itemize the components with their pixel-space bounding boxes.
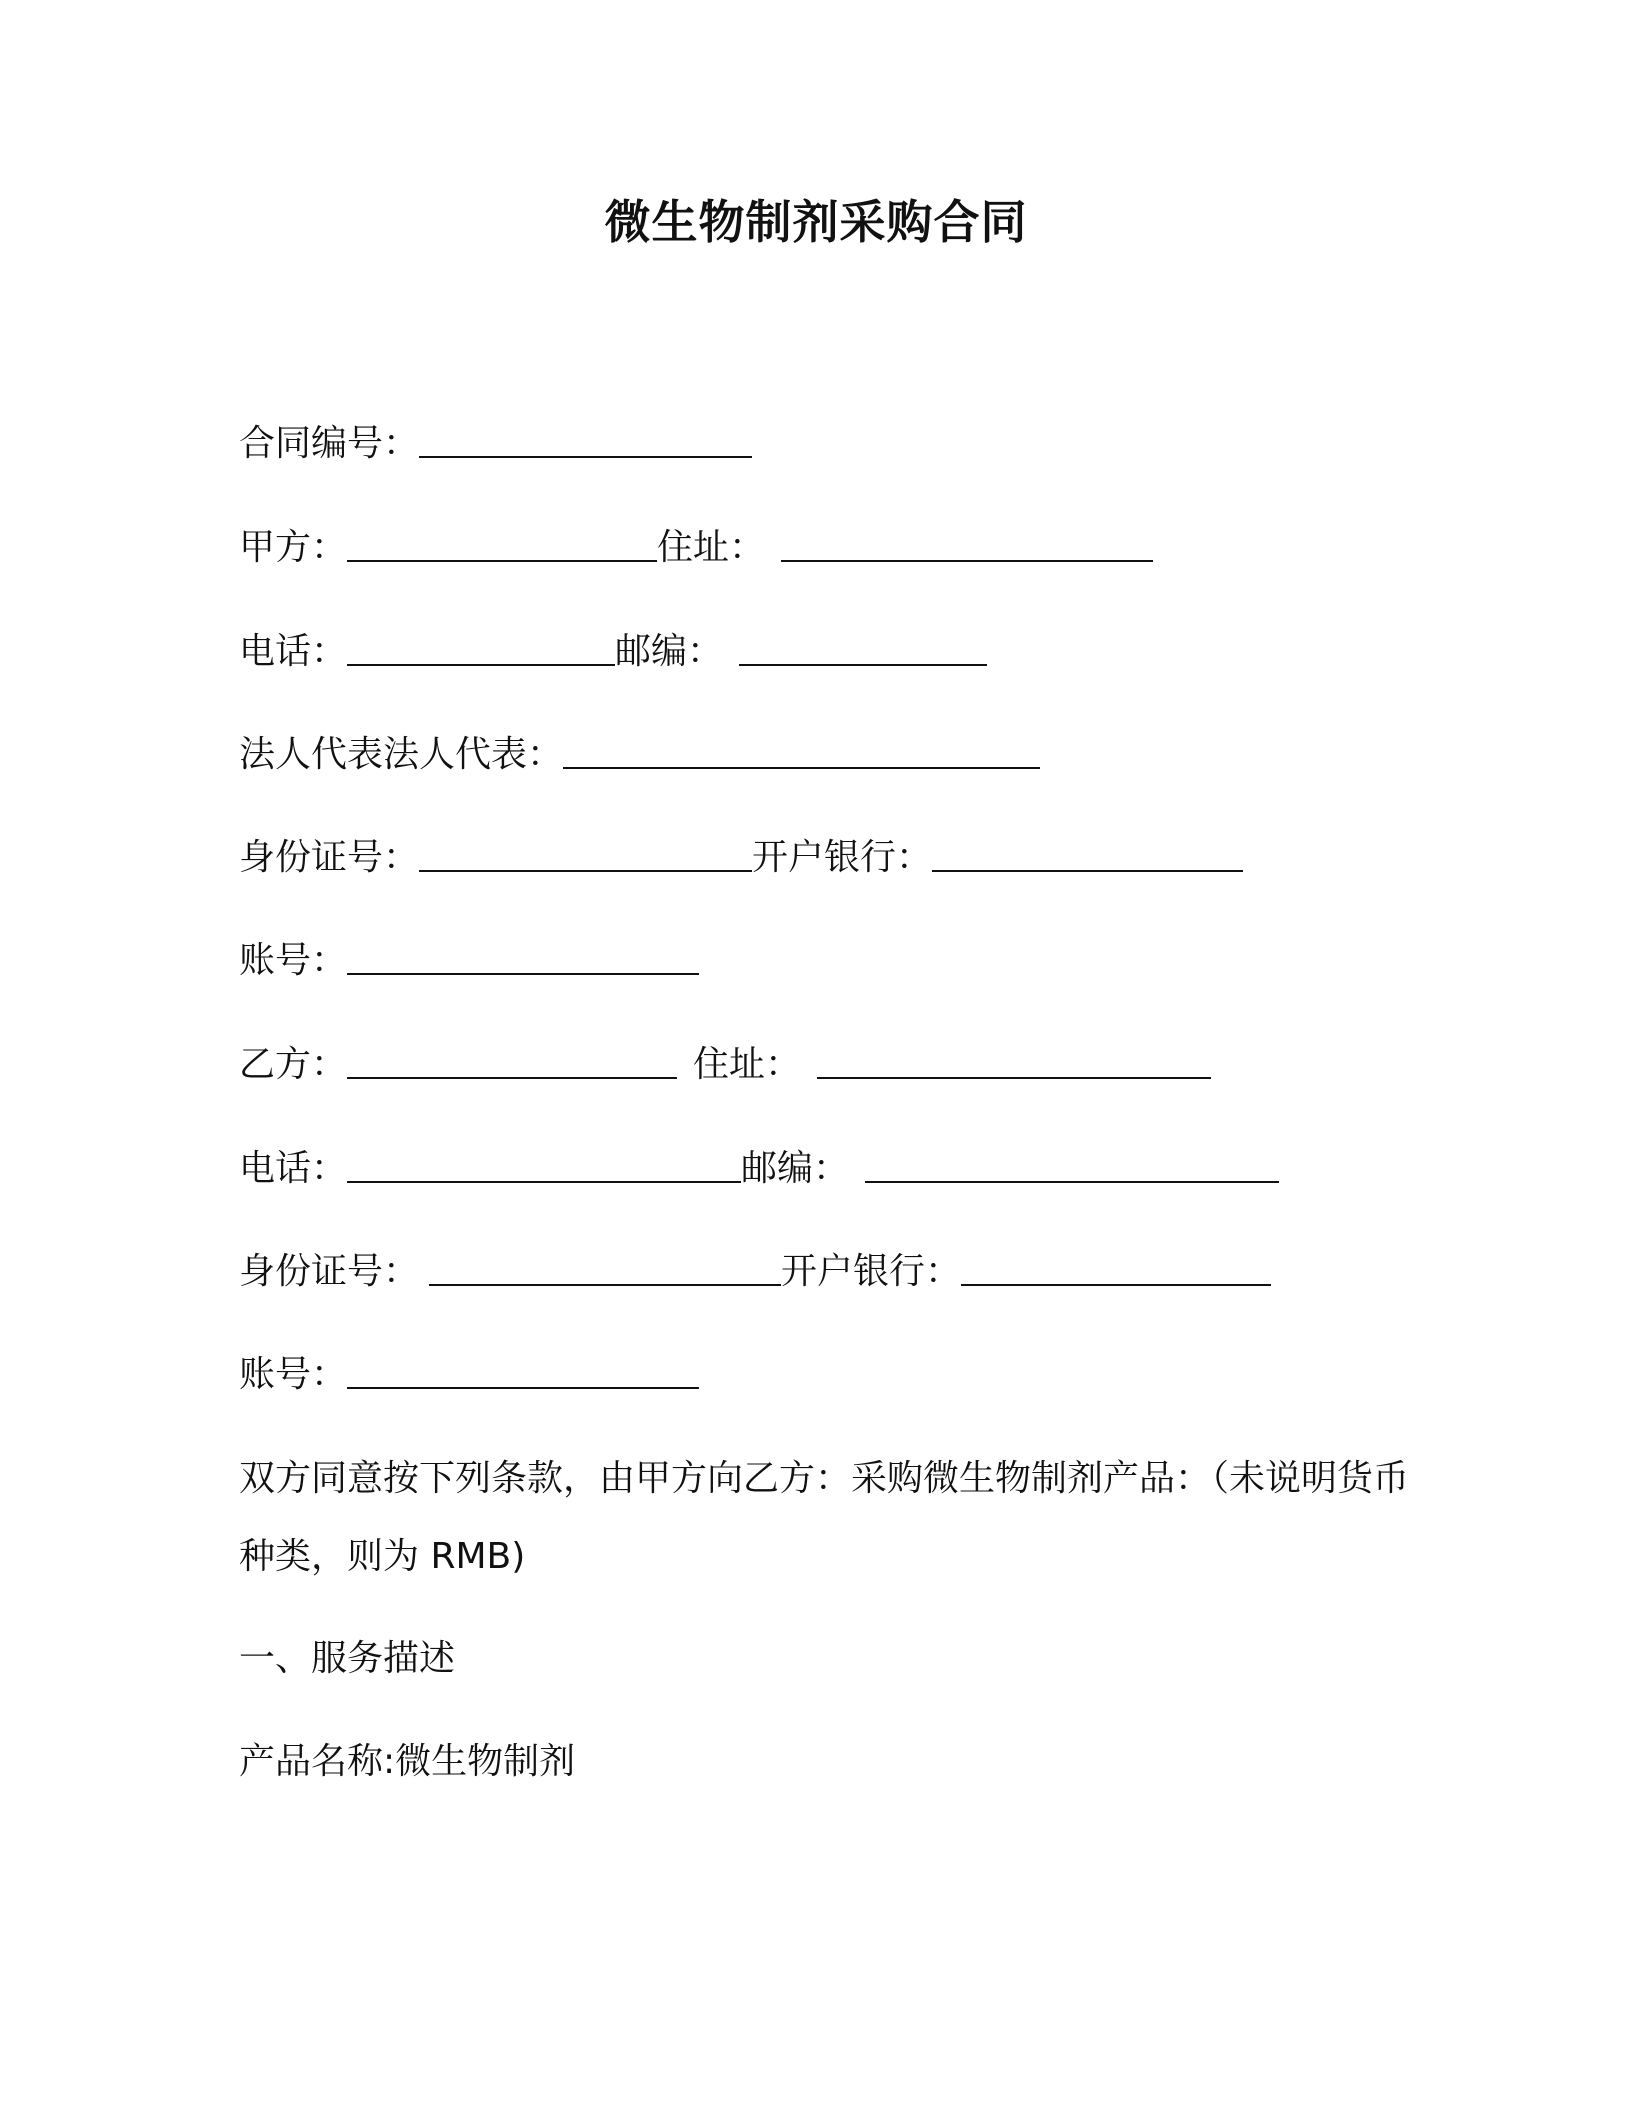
party-a-legal-rep-label: 法人代表法人代表： — [239, 734, 564, 775]
party-a-legal-rep-blank[interactable] — [563, 767, 1040, 769]
party-a-contact-row — [239, 626, 987, 678]
party-a-phone-blank[interactable] — [347, 664, 615, 666]
party-a-account-label: 账号： — [239, 940, 348, 981]
contract-number-label: 合同编号： — [239, 423, 420, 464]
party-a-label: 甲方： — [239, 527, 348, 568]
party-b-postcode-label: 邮编： — [741, 1148, 850, 1189]
party-a-id-label: 身份证号： — [239, 837, 420, 878]
party-b-account-label: 账号： — [239, 1354, 348, 1395]
party-b-name-blank[interactable] — [347, 1077, 677, 1079]
party-b-phone-blank[interactable] — [347, 1181, 741, 1183]
agreement-paragraph: 双方同意按下列条款，由甲方向乙方：采购微生物制剂产品：（未说明货币种类，则为 RMB) — [239, 1458, 1410, 1577]
party-b-account-blank[interactable] — [347, 1387, 699, 1389]
party-a-bank-label: 开户银行： — [752, 837, 933, 878]
party-b-address-label: 住址： — [693, 1044, 802, 1085]
party-b-contact-row — [239, 1143, 1279, 1195]
party-a-id-blank[interactable] — [419, 870, 752, 872]
party-b-address-blank[interactable] — [817, 1077, 1211, 1079]
party-b-id-label: 身份证号： — [239, 1251, 420, 1292]
party-b-bank-blank[interactable] — [961, 1284, 1271, 1286]
party-a-address-label: 住址： — [657, 527, 766, 568]
party-b-phone-label: 电话： — [239, 1148, 348, 1189]
document-title: 微生物制剂采购合同 — [604, 195, 1028, 249]
party-b-postcode-blank[interactable] — [865, 1181, 1279, 1183]
party-b-account-row — [239, 1349, 699, 1401]
party-b-id-blank[interactable] — [429, 1284, 781, 1286]
product-name-line: 产品名称:微生物制剂 — [239, 1741, 576, 1782]
party-a-bank-blank[interactable] — [932, 870, 1243, 872]
party-b-id-bank-row — [239, 1246, 1271, 1298]
party-a-postcode-blank[interactable] — [739, 664, 987, 666]
party-a-phone-label: 电话： — [239, 631, 348, 672]
party-b-row — [239, 1039, 1211, 1091]
party-a-row — [239, 522, 1153, 574]
contract-number-blank[interactable] — [419, 456, 752, 458]
party-a-name-blank[interactable] — [347, 560, 657, 562]
party-a-account-blank[interactable] — [347, 973, 699, 975]
party-a-address-blank[interactable] — [781, 560, 1153, 562]
party-a-postcode-label: 邮编： — [615, 631, 724, 672]
party-a-account-row — [239, 935, 699, 987]
party-a-id-bank-row — [239, 832, 1243, 884]
party-a-legal-rep-row — [239, 729, 1040, 781]
party-b-label: 乙方： — [239, 1044, 348, 1085]
party-b-bank-label: 开户银行： — [781, 1251, 962, 1292]
contract-number-row — [239, 418, 752, 470]
section-heading-service: 一、服务描述 — [239, 1638, 456, 1679]
